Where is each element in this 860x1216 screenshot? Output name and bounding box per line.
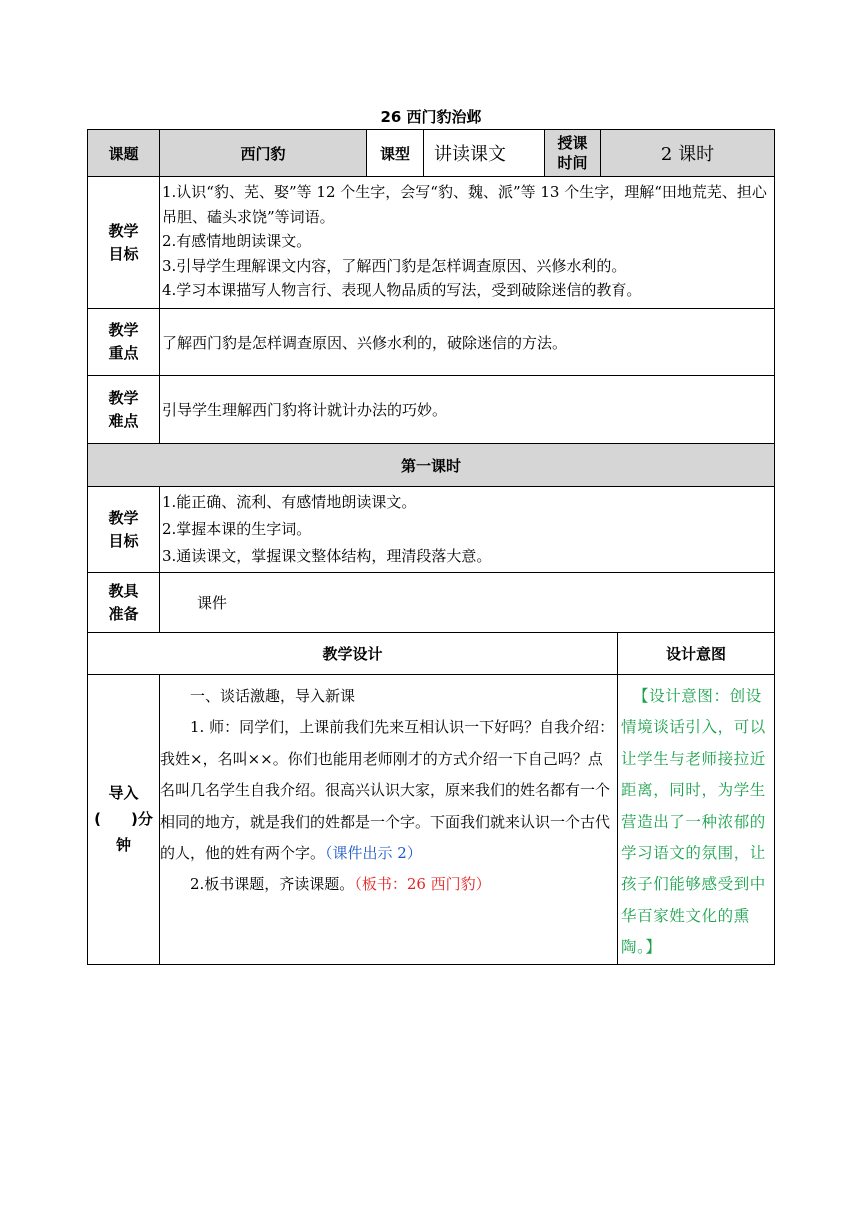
goal-item-3: 3.引导学生理解课文内容，了解西门豹是怎样调查原因、兴修水利的。 xyxy=(162,256,627,275)
lesson1-goal-item-3: 3.通读课文，掌握课文整体结构，理清段落大意。 xyxy=(162,547,492,565)
design-intent xyxy=(618,675,775,965)
section-title: 一、谈话激趣，导入新课 xyxy=(190,687,356,705)
header-row xyxy=(88,130,775,177)
goals-label xyxy=(88,177,160,309)
lesson1-goal-item-1: 1.能正确、流利、有感情地朗读课文。 xyxy=(162,493,417,511)
key-points-label-line-1: 教学 xyxy=(108,321,139,339)
key-points-row xyxy=(88,309,775,376)
difficulties-label xyxy=(88,376,160,444)
design-content-row xyxy=(88,675,775,965)
lesson1-tools-label xyxy=(88,573,160,633)
step-2-text: 2.板书课题，齐读课题。 xyxy=(190,875,355,894)
difficulties-text: 引导学生理解西门豹将计就计办法的巧妙。 xyxy=(160,376,775,444)
design-content xyxy=(160,675,618,965)
difficulties-label-line-2: 难点 xyxy=(108,411,139,430)
design-header-row xyxy=(88,633,775,675)
lesson1-tools-label-line-1: 教具 xyxy=(108,581,139,600)
design-header: 教学设计 xyxy=(88,633,618,675)
lesson1-goals-row xyxy=(88,487,775,573)
goal-item-4: 4.学习本课描写人物言行、表现人物品质的写法，受到破除迷信的教育。 xyxy=(162,281,642,299)
goal-item-2: 2.有感情地朗读课文。 xyxy=(162,232,312,250)
lesson1-goal-item-2: 2.掌握本课的生字词。 xyxy=(162,520,312,538)
goal-item-1: 1.认识“豹、芜、娶”等 12 个生字，会写“豹、魏、派”等 13 个生字，理解“田地荒芜、担心吊胆、磕头求饶”等词语。 xyxy=(162,183,767,226)
key-points-label xyxy=(88,309,160,376)
phase-label-line-1: 导入 xyxy=(108,784,139,803)
step-2-note: （板书：26 西门豹） xyxy=(354,875,491,894)
lesson1-goals-label-line-2: 目标 xyxy=(108,531,139,550)
lesson1-heading-row xyxy=(88,444,775,487)
lesson1-tools-row xyxy=(88,573,775,633)
lesson1-goals-label xyxy=(88,487,160,573)
phase-label xyxy=(88,675,160,965)
time-label xyxy=(545,130,601,177)
key-points-label-line-2: 重点 xyxy=(108,344,139,362)
goals-row xyxy=(88,177,775,309)
lesson1-tools-value: 课件 xyxy=(160,573,775,633)
lesson1-heading: 第一课时 xyxy=(88,444,775,487)
goals-label-line-2: 目标 xyxy=(108,244,139,263)
difficulties-row xyxy=(88,376,775,444)
lesson-plan-table xyxy=(87,129,775,965)
time-label-line-2: 时间 xyxy=(557,154,588,172)
goals-list xyxy=(160,177,775,309)
step-1 xyxy=(160,712,617,869)
time-label-line-1: 授课 xyxy=(557,134,588,152)
intent-text: 【设计意图：创设情境谈话引入，可以让学生与老师接拉近距离，同时，为学生营造出了一种浓郁的学习语文的氛围，让孩子们能够感受到中华百家姓文化的熏陶。】 xyxy=(621,687,766,957)
step-2 xyxy=(160,869,617,900)
type-label: 课型 xyxy=(367,130,424,177)
goals-label-line-1: 教学 xyxy=(108,221,139,240)
topic-value: 西门豹 xyxy=(160,130,367,177)
topic-label: 课题 xyxy=(88,130,160,177)
type-value: 讲读课文 xyxy=(424,130,545,177)
lesson1-tools-label-line-2: 准备 xyxy=(108,604,139,623)
page-title: 26 西门豹治邺 xyxy=(380,108,482,126)
step-1-note: （课件出示 2） xyxy=(325,844,422,863)
key-points-text: 了解西门豹是怎样调查原因、兴修水利的，破除迷信的方法。 xyxy=(160,309,775,376)
phase-label-line-2: ( )分 xyxy=(94,810,153,829)
time-value: 2 课时 xyxy=(601,130,775,177)
phase-label-line-3: 钟 xyxy=(115,836,131,855)
lesson1-goals-label-line-1: 教学 xyxy=(108,508,139,527)
difficulties-label-line-1: 教学 xyxy=(108,388,139,407)
step-1-text: 1. 师：同学们，上课前我们先来互相认识一下好吗？自我介绍：我姓×，名叫××。你们也能用老师刚才的方式介绍一下自己吗？点名叫几名学生自我介绍。很高兴认识大家，原来我们的姓名都有一个相同的地方，就是我们的姓都是一个字。下面我们就来认识一个古代的人，他的姓有两个字。 xyxy=(160,718,615,863)
lesson1-goals-list xyxy=(160,487,775,573)
intent-header: 设计意图 xyxy=(618,633,775,675)
